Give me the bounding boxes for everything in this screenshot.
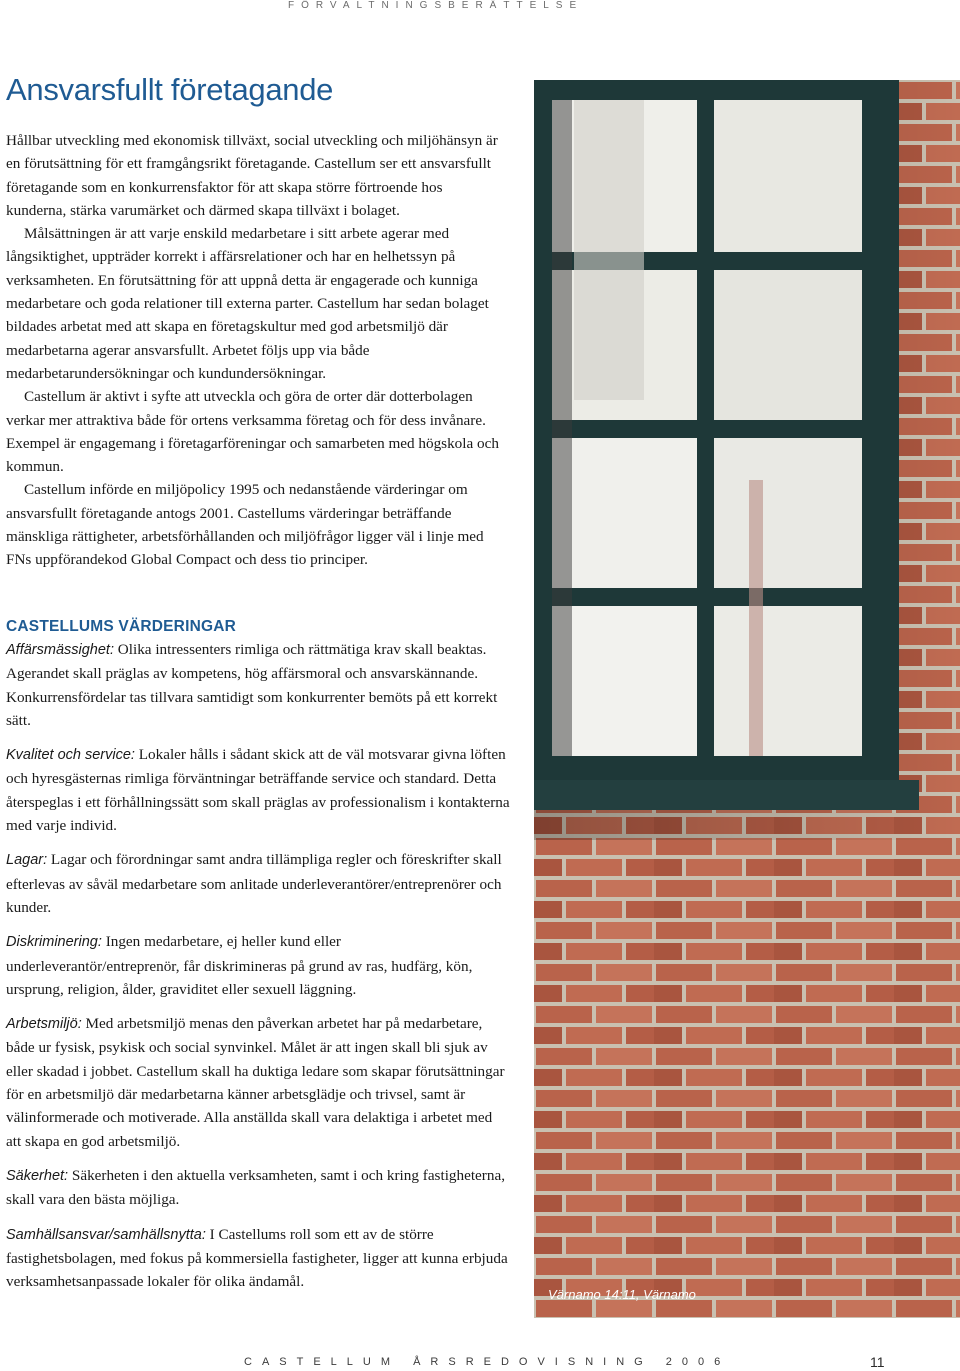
photo-caption: Värnamo 14:11, Värnamo [548, 1287, 696, 1302]
paragraph: Hållbar utveckling med ekonomisk tillväxt, social utveckling och miljöhänsyn är en förutsättning för ett framgångsrikt företagande. Castellum ser ett ansvarsfullt företagande som en konkurrensfaktor för att skapa större förtroende hos kunderna, stärka varumärket och därmed skapa tillväxt i bolaget. [6, 132, 498, 219]
value-text: Säkerheten i den aktuella verksamheten, samt i och kring fastigheterna, skall vara den bästa möjliga. [6, 1166, 505, 1209]
glass-pane [714, 606, 862, 756]
curtain-shadow [574, 100, 644, 400]
value-item [6, 848, 511, 919]
value-term: Affärsmässighet: [6, 642, 114, 658]
curtain-stripe [749, 480, 763, 756]
intro-text [6, 129, 506, 572]
page-number: 11 [870, 1354, 885, 1370]
value-term: Säkerhet: [6, 1167, 69, 1184]
glass-pane [552, 438, 697, 588]
window-sill [534, 780, 919, 810]
glass-pane [552, 606, 697, 756]
paragraph: Castellum införde en miljöpolicy 1995 och nedanstående värderingar om ansvarsfullt företagande antogs 2001. Castellums värderingar beträffande mänskliga rättigheter, arbetsförhållanden och miljöfrågor ligger väl i linje med FNs uppförandekod Global Compact och dess tio principer. [6, 481, 484, 569]
value-term: Samhällsansvar/samhällsnytta: [6, 1226, 206, 1243]
paragraph: Målsättningen är att varje enskild medarbetare i sitt arbete agerar med långsiktighet, uppträder korrekt i affärsrelationer och har en helhetssyn på verksamheten. En förutsättning för att uppnå detta är engagerade och kunniga medarbetare och goda relationer till externa parter. Castellum har sedan bolaget bildades arbetat med att skapa en företagskultur med god arbetsmiljö där medarbetarna agerar ansvarsfullt. Arbetet följs upp via både medarbetarundersökningar och kundundersökningar. [6, 225, 489, 382]
paragraph: Castellum är aktivt i syfte att utveckla och göra de orter där dotterbolagen verkar mer attraktiva både för ortens verksamma företag och för dess invånare. Exempel är engagemang i företagarföreningar och samarbeten med högskola och kommun. [6, 388, 499, 476]
value-text: Ingen medarbetare, ej heller kund eller underleverantör/entreprenör, får diskrimineras på grund av ras, hudfärg, kön, ursprung, religion, ålder, graviditet eller sexuell läggning. [6, 933, 473, 998]
values-heading: CASTELLUMS VÄRDERINGAR [6, 618, 237, 635]
page-title: Ansvarsfullt företagande [6, 72, 334, 107]
value-term: Lagar: [6, 852, 48, 869]
footer-publication: CASTELLUM ÅRSREDOVISNING 2006 [244, 1356, 731, 1368]
value-term: Kvalitet och service: [6, 747, 135, 764]
values-section [6, 617, 511, 1304]
window-photo [534, 80, 960, 1318]
section-header: FÖRVALTNINGSBERÄTTELSE [288, 0, 584, 11]
value-text: Olika intressenters rimliga och rättmätiga krav skall beaktas. Agerandet skall präglas av kompetens, hög affärsmoral och ansvarskännande. Konkurrensfördelar tas tillvara samtidigt som konkurrenter bemöts på ett korrekt sätt. [6, 641, 498, 729]
value-text: I Castellums roll som ett av de större fastighetsbolagen, med fokus på kommersiella fastigheter, ligger att kunna erbjuda verksamhetsanpassade lokaler för olika ändamål. [6, 1225, 508, 1291]
glass-pane [714, 100, 862, 252]
value-item [6, 930, 511, 1001]
value-text: Lokaler hålls i sådant skick att de väl motsvarar givna löften och hyresgästernas rimliga förväntningar beträffande service och standard. Detta återspeglas i ett förhållningssätt som skall präglas av professionalism i kontakterna med varje individ. [6, 746, 510, 835]
value-term: Diskriminering: [6, 934, 102, 951]
glass-pane [714, 438, 862, 588]
value-text: Lagar och förordningar samt andra tillämpliga regler och föreskrifter skall efterlevas av såväl medarbetare som anlitade underleverantörer/entreprenörer och kunder. [6, 851, 502, 916]
value-text: Med arbetsmiljö menas den påverkan arbetet har på medarbetare, både ur fysisk, psykisk och social synvinkel. Målet är att ingen skall bli sjuk av eller skadad i jobbet. Castellum skall ha duktiga ledare som skapar förutsättningar för en arbetsmiljö där medarbetarna känner arbetsglädje och trivsel, samt är välinformerade och motiverade. Alla anställda skall vara delaktiga i arbetet med att skapa en god arbetsmiljö. [6, 1015, 505, 1150]
value-item [6, 1012, 511, 1153]
value-item [6, 638, 511, 732]
curtain-dark [552, 100, 572, 756]
glass-pane [714, 270, 862, 420]
value-item [6, 1164, 511, 1212]
value-item [6, 743, 511, 837]
value-term: Arbetsmiljö: [6, 1016, 82, 1033]
value-item [6, 1223, 511, 1294]
